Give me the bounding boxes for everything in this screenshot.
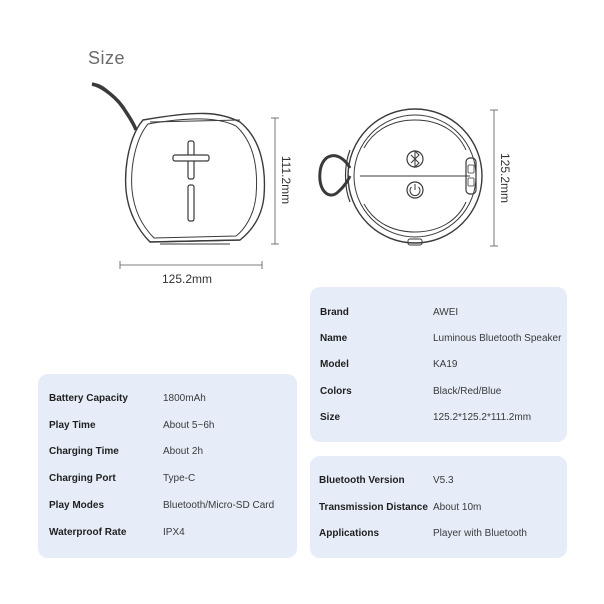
spec-card-battery xyxy=(38,374,297,558)
spec-value-waterproof-rate: IPX4 xyxy=(163,527,185,538)
top-height-dimension-label: 125.2mm xyxy=(498,152,512,204)
spec-label-size: Size xyxy=(320,412,341,423)
spec-label-applications: Applications xyxy=(319,528,380,539)
spec-value-play-time: About 5~6h xyxy=(163,420,215,431)
bluetooth-icon xyxy=(407,151,423,167)
spec-label-play-modes: Play Modes xyxy=(49,500,105,511)
spec-value-battery-capacity: 1800mAh xyxy=(163,393,206,404)
plus-icon xyxy=(173,141,209,179)
spec-label-name: Name xyxy=(320,333,348,344)
spec-value-colors: Black/Red/Blue xyxy=(433,386,502,397)
spec-label-model: Model xyxy=(320,359,349,370)
spec-label-charging-time: Charging Time xyxy=(49,446,119,457)
power-icon xyxy=(407,182,423,198)
minus-icon xyxy=(188,185,194,221)
spec-value-applications: Player with Bluetooth xyxy=(433,528,527,539)
spec-card-brand xyxy=(310,287,567,442)
spec-label-waterproof-rate: Waterproof Rate xyxy=(49,527,127,538)
spec-card-bluetooth xyxy=(310,456,567,558)
spec-label-brand: Brand xyxy=(320,307,349,318)
spec-label-transmission-distance: Transmission Distance xyxy=(319,502,428,513)
page-title: Size xyxy=(88,48,126,68)
spec-label-battery-capacity: Battery Capacity xyxy=(49,393,128,404)
spec-value-name: Luminous Bluetooth Speaker xyxy=(433,333,562,344)
spec-value-play-modes: Bluetooth/Micro-SD Card xyxy=(163,500,275,511)
spec-value-model: KA19 xyxy=(433,359,458,370)
spec-label-charging-port: Charging Port xyxy=(49,473,116,484)
spec-value-charging-time: About 2h xyxy=(163,446,204,457)
speaker-side-view xyxy=(92,84,264,244)
spec-value-charging-port: Type-C xyxy=(163,473,196,484)
spec-label-bluetooth-version: Bluetooth Version xyxy=(319,475,405,486)
spec-value-size: 125.2*125.2*111.2mm xyxy=(433,412,532,423)
spec-value-bluetooth-version: V5.3 xyxy=(433,475,454,486)
spec-value-brand: AWEI xyxy=(433,307,459,318)
side-height-dimension-label: 111.2mm xyxy=(279,155,293,205)
speaker-top-view xyxy=(320,109,482,245)
spec-label-play-time: Play Time xyxy=(49,420,96,431)
spec-label-colors: Colors xyxy=(320,386,352,397)
width-dimension-label: 125.2mm xyxy=(162,272,213,286)
dimension-lines xyxy=(120,110,498,269)
spec-value-transmission-distance: About 10m xyxy=(433,502,482,513)
